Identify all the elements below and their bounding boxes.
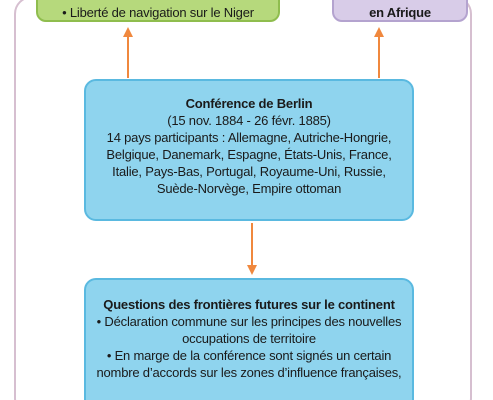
conference-participants-line: Italie, Pays-Bas, Portugal, Royaume-Uni, Russie,: [112, 164, 386, 179]
frontiers-line: nombre d’accords sur les zones d’influence françaises,: [96, 365, 402, 380]
conference-berlin-box: [84, 79, 414, 221]
frontiers-title: Questions des frontières futures sur le continent: [103, 297, 395, 312]
conference-participants-line: 14 pays participants : Allemagne, Autriche-Hongrie,: [106, 130, 392, 145]
conference-participants-line: Suède-Norvège, Empire ottoman: [156, 181, 342, 196]
africa-text: en Afrique: [369, 5, 431, 20]
frontiers-box: [84, 278, 414, 400]
conference-dates: (15 nov. 1884 - 26 févr. 1885): [167, 113, 331, 128]
conference-title: Conférence de Berlin: [185, 96, 313, 111]
africa-box: [332, 0, 468, 22]
frontiers-line: occupations de territoire: [182, 331, 316, 346]
frontiers-line: • Déclaration commune sur les principes des nouvelles: [96, 314, 402, 329]
navigation-niger-box: [36, 0, 280, 22]
frontiers-line: • En marge de la conférence sont signés un certain: [106, 348, 392, 363]
conference-participants-line: Belgique, Danemark, Espagne, États-Unis, France,: [106, 147, 392, 162]
navigation-niger-text: • Liberté de navigation sur le Niger: [62, 5, 254, 20]
